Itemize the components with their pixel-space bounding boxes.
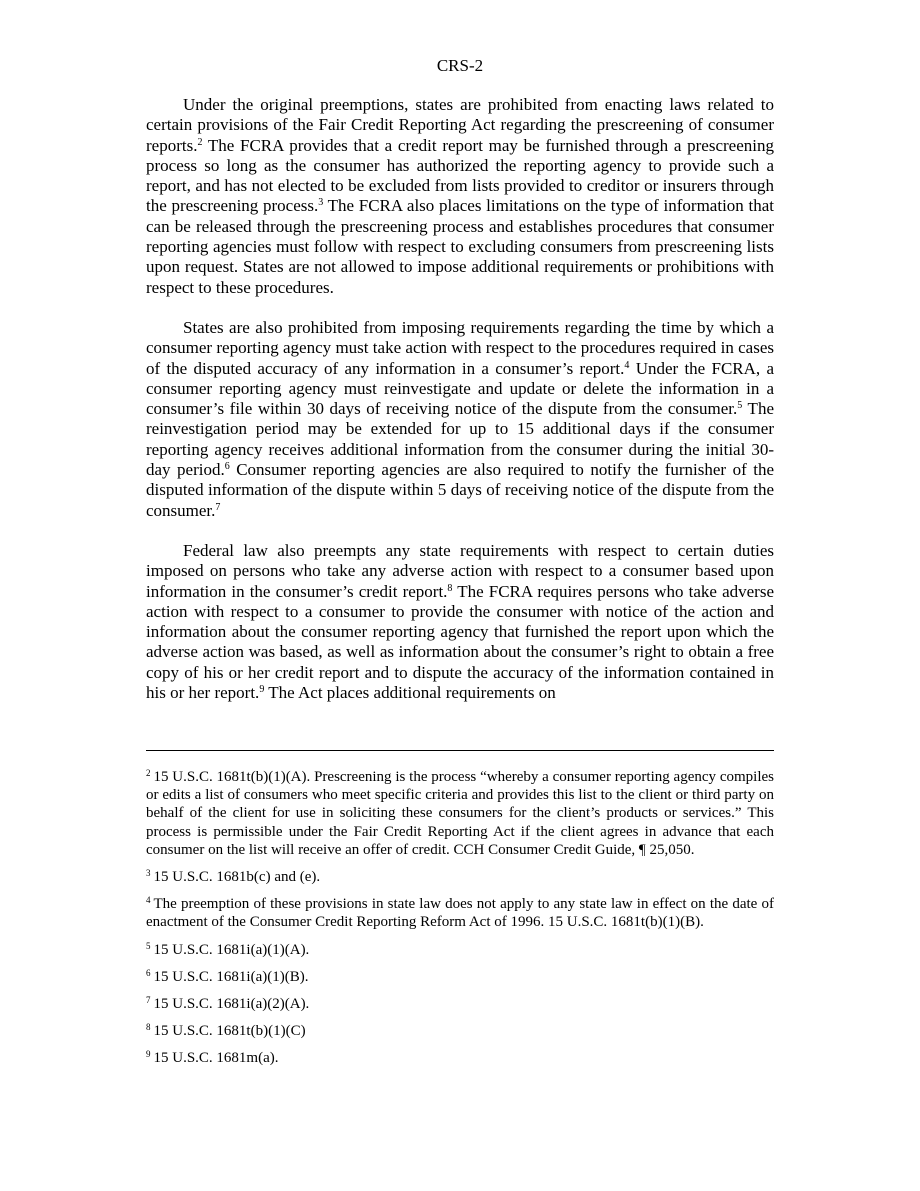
footnote-number: 9: [146, 1049, 151, 1060]
footnote-ref[interactable]: 5: [737, 400, 743, 412]
body-text: [146, 95, 774, 723]
footnote: [146, 768, 774, 859]
paragraph-text: The reinvestigation period may be extended for up to 15 additional days if the consumer reporting agency receives additional information from the consumer during the initial 30-day period.: [146, 399, 774, 480]
paragraph-disputed-accuracy: [146, 318, 774, 521]
paragraph-text: States are also prohibited from imposing requirements regarding the time by which a consumer reporting agency must take action with respect to the procedures required in cases of the disputed accuracy of any information in a consumer’s report.: [146, 317, 774, 378]
footnote-ref[interactable]: 3: [318, 197, 324, 209]
footnote-number: 6: [146, 967, 151, 978]
paragraph-text: Under the original preemptions, states are prohibited from enacting laws related to certain provisions of the Fair Credit Reporting Act regarding the prescreening of consumer reports.: [146, 95, 774, 155]
paragraph-text: Federal law also preempts any state requirements with respect to certain duties imposed on persons who take any adverse action with respect to a consumer based upon information in the consumer’s credit report.: [146, 540, 774, 601]
footnote-text: 15 U.S.C. 1681t(b)(1)(A). Prescreening is the process “whereby a consumer reporting agency compiles or edits a list of consumers who meet specific criteria and provides this list to the client or third party on behalf of the client for use in soliciting these consumers for the client’s products or services.” This process is permissible under the Fair Credit Reporting Act if the client agrees in advance that each consumer on the list will receive an offer of credit. CCH Consumer Credit Guide, ¶ 25,050.: [146, 769, 774, 858]
footnote-ref[interactable]: 8: [447, 582, 453, 594]
footnote-number: 4: [146, 895, 151, 906]
footnote: [146, 968, 774, 986]
footnote-ref[interactable]: 7: [215, 501, 221, 513]
footnotes: [146, 768, 774, 1077]
paragraph-adverse-action: [146, 541, 774, 703]
paragraph-text: The FCRA also places limitations on the type of information that can be released through the prescreening process and establishes procedures that consumer reporting agencies must follow with respect to excluding consumers from prescreening lists upon request. States are not allowed to impose additional requirements or prohibitions with respect to these procedures.: [146, 196, 774, 297]
footnote-number: 8: [146, 1022, 151, 1033]
footnote: [146, 1022, 774, 1040]
paragraph-text: The FCRA requires persons who take adverse action with respect to a consumer to provide the consumer with notice of the action and information about the consumer reporting agency that furnished the report upon which the adverse action was based, as well as information about the consumer’s right to obtain a free copy of his or her credit report and to dispute the accuracy of the information contained in his or her report.: [146, 581, 774, 703]
footnote-text: The preemption of these provisions in state law does not apply to any state law in effect on the date of enactment of the Consumer Credit Reporting Reform Act of 1996. 15 U.S.C. 1681t(b)(1)(B).: [146, 896, 774, 931]
footnote-ref[interactable]: 2: [197, 136, 203, 148]
paragraph-text: The Act places additional requirements on: [264, 683, 556, 703]
footnote-number: 3: [146, 868, 151, 879]
footnote-text: 15 U.S.C. 1681i(a)(1)(B).: [153, 968, 309, 985]
footnote-text: 15 U.S.C. 1681b(c) and (e).: [153, 869, 321, 886]
footnote-number: 2: [146, 768, 151, 778]
paragraph-text: Under the FCRA, a consumer reporting agency must reinvestigate and update or delete the information in a consumer’s file within 30 days of receiving notice of the dispute from the consumer.: [146, 358, 774, 419]
footnote-divider: [146, 750, 774, 751]
footnote-text: 15 U.S.C. 1681i(a)(2)(A).: [153, 996, 310, 1013]
footnote-text: 15 U.S.C. 1681i(a)(1)(A).: [153, 941, 310, 958]
footnote: [146, 868, 774, 886]
footnote-text: 15 U.S.C. 1681m(a).: [153, 1050, 279, 1067]
footnote: [146, 995, 774, 1013]
paragraph-prescreening: [146, 95, 774, 298]
footnote-ref[interactable]: 9: [259, 684, 265, 696]
footnote-number: 7: [146, 995, 151, 1006]
paragraph-text: The FCRA provides that a credit report may be furnished through a prescreening process so long as the consumer has authorized the reporting agency to provide such a report, and has not elected to be excluded from lists provided to creditor or insurers through the prescreening process.: [146, 135, 774, 216]
footnote-ref[interactable]: 6: [224, 461, 230, 473]
footnote-number: 5: [146, 940, 151, 951]
footnote: [146, 1049, 774, 1067]
footnote-text: 15 U.S.C. 1681t(b)(1)(C): [153, 1023, 306, 1040]
paragraph-text: Consumer reporting agencies are also required to notify the furnisher of the disputed information of the dispute within 5 days of receiving notice of the dispute from the consumer.: [146, 460, 774, 520]
footnote-ref[interactable]: 4: [624, 359, 630, 371]
footnote: [146, 895, 774, 931]
footnote: [146, 941, 774, 959]
page-header: CRS-2: [436, 56, 484, 75]
